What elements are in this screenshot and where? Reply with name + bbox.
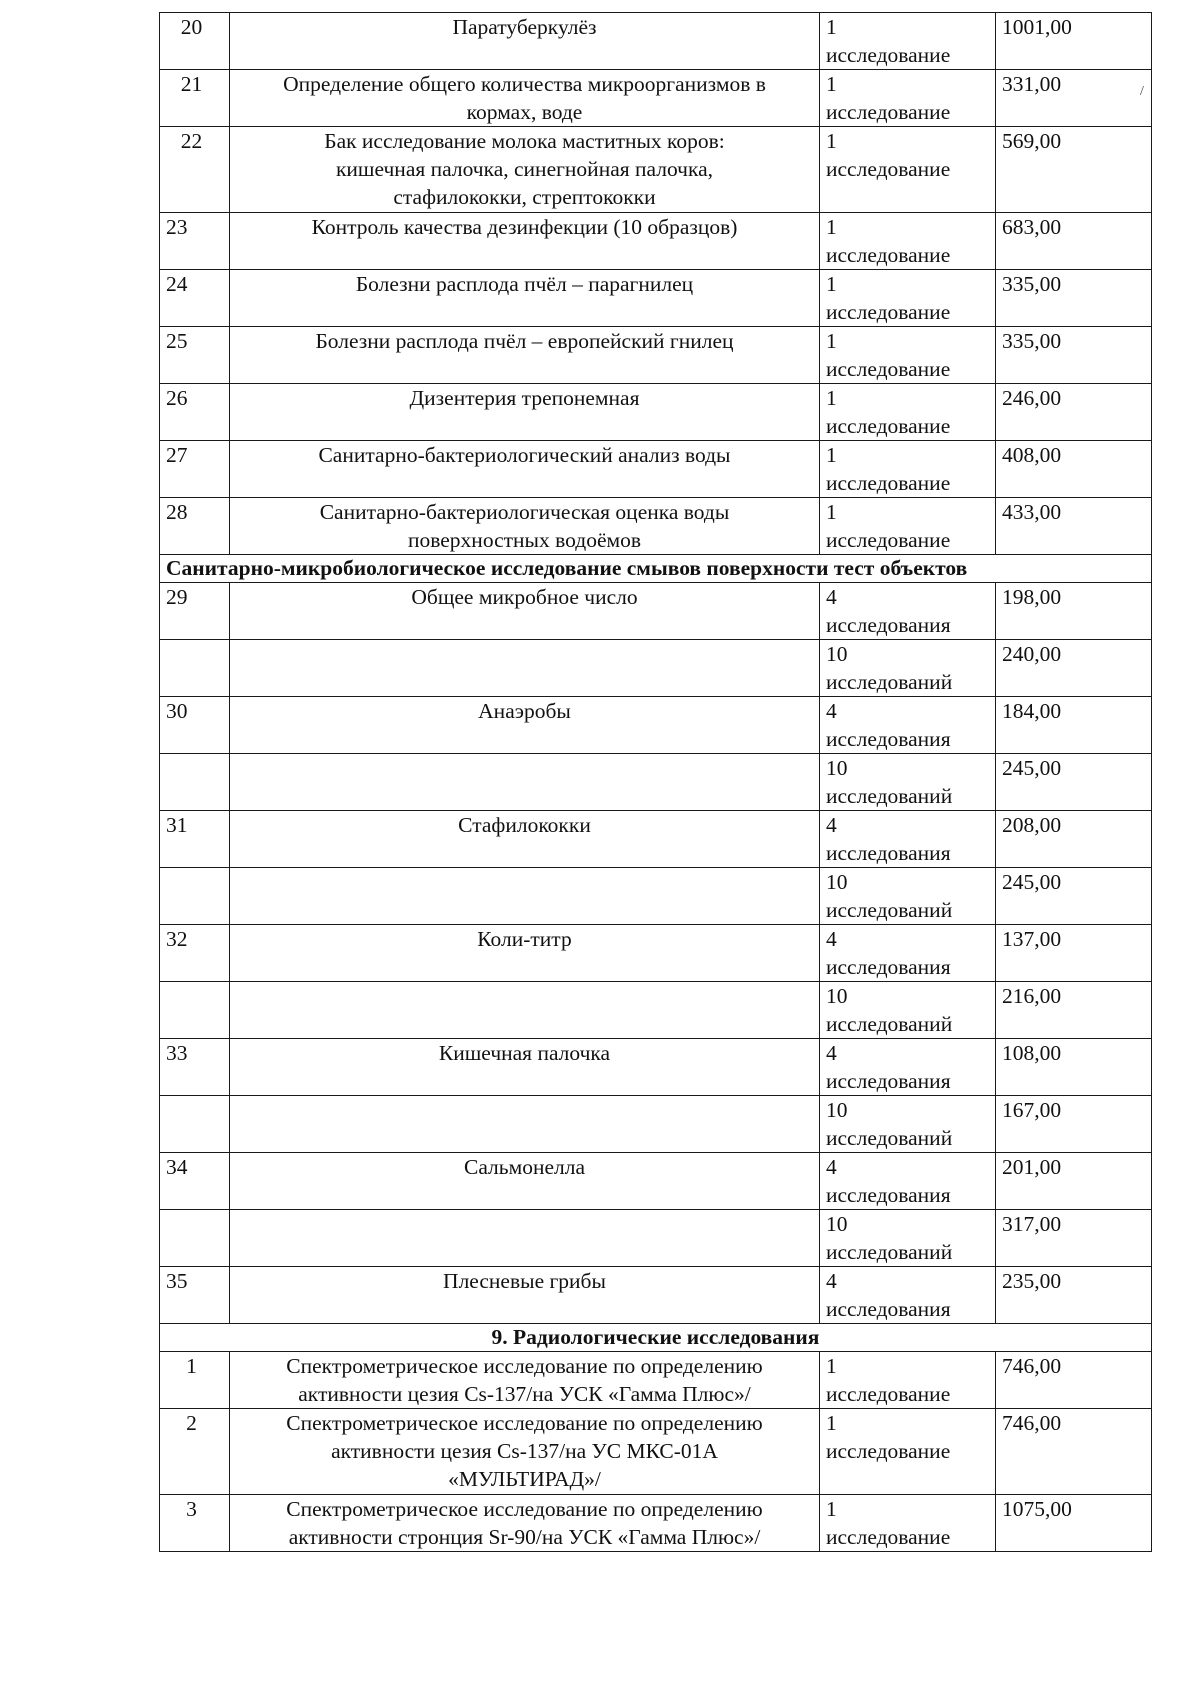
row-number: 20 [160,13,230,70]
table-row [160,13,1152,70]
unit-label: исследований [826,784,953,808]
unit-label: исследование [826,414,951,438]
unit-label: исследование [826,471,951,495]
unit-label: исследования [826,727,951,751]
quantity-unit [820,70,996,127]
price-table [159,12,1152,1552]
price-value: 246,00 [996,384,1152,441]
service-name [230,1096,820,1153]
service-name-line: Спектрометрическое исследование по определению [286,1411,763,1435]
quantity-value: 10 [826,756,848,780]
row-number: 27 [160,441,230,498]
service-name-line: Бак исследование молока маститных коров: [324,129,725,153]
service-name-line: Контроль качества дезинфекции (10 образцов) [311,215,738,239]
row-number [160,1210,230,1267]
table-row [160,213,1152,270]
row-number: 31 [160,811,230,868]
price-value: 317,00 [996,1210,1152,1267]
price-value: 201,00 [996,1153,1152,1210]
table-row [160,1039,1152,1096]
quantity-unit [820,982,996,1039]
quantity-unit [820,1096,996,1153]
price-value: 137,00 [996,925,1152,982]
table-row [160,583,1152,640]
service-name-line: кормах, воде [466,100,583,124]
price-value: 408,00 [996,441,1152,498]
price-value: 245,00 [996,868,1152,925]
row-number [160,754,230,811]
unit-label: исследование [826,43,951,67]
quantity-value: 4 [826,699,837,723]
service-name-line: поверхностных водоёмов [407,528,641,552]
table-row [160,811,1152,868]
row-number: 34 [160,1153,230,1210]
quantity-value: 4 [826,1155,837,1179]
service-name-line: стафилококки, стрептококки [393,185,656,209]
quantity-value: 1 [826,386,837,410]
unit-label: исследование [826,100,951,124]
table-row [160,1210,1152,1267]
unit-label: исследование [826,1439,951,1463]
quantity-unit [820,925,996,982]
quantity-value: 4 [826,1041,837,1065]
service-name-line: Определение общего количества микроорганизмов в [283,72,766,96]
service-name [230,1352,820,1409]
quantity-value: 1 [826,1411,837,1435]
quantity-unit [820,1495,996,1552]
service-name-line: Дизентерия трепонемная [409,386,640,410]
service-name-line: Коли-титр [477,927,572,951]
quantity-unit [820,1409,996,1495]
price-value: 245,00 [996,754,1152,811]
table-row [160,1267,1152,1324]
row-number: 28 [160,498,230,555]
service-name-line: Паратуберкулёз [452,15,597,39]
service-name-line: Анаэробы [478,699,571,723]
section-title: 9. Радиологические исследования [160,1324,1152,1352]
quantity-unit [820,811,996,868]
service-name-line: Сальмонелла [463,1155,585,1179]
unit-label: исследование [826,1382,951,1406]
table-row [160,1495,1152,1552]
unit-label: исследование [826,243,951,267]
quantity-unit [820,754,996,811]
quantity-unit [820,1210,996,1267]
quantity-value: 1 [826,215,837,239]
unit-label: исследование [826,1525,951,1549]
service-name [230,754,820,811]
quantity-value: 4 [826,585,837,609]
quantity-unit [820,13,996,70]
quantity-unit [820,1352,996,1409]
row-number: 30 [160,697,230,754]
service-name [230,498,820,555]
quantity-unit [820,498,996,555]
service-name-line: Плесневые грибы [443,1269,606,1293]
row-number: 21 [160,70,230,127]
service-name [230,441,820,498]
service-name-line: кишечная палочка, синегнойная палочка, [335,157,714,181]
service-name [230,811,820,868]
table-row [160,1153,1152,1210]
service-name [230,327,820,384]
service-name-line: Общее микробное число [411,585,638,609]
row-number: 25 [160,327,230,384]
unit-label: исследования [826,955,951,979]
table-row [160,127,1152,213]
service-name-line: активности стронция Sr-90/на УСК «Гамма Плюс»/ [288,1525,761,1549]
service-name-line: Спектрометрическое исследование по определению [286,1497,763,1521]
unit-label: исследование [826,528,951,552]
service-name [230,583,820,640]
price-value: 1001,00 [996,13,1152,70]
table-row [160,925,1152,982]
unit-label: исследования [826,613,951,637]
price-value: 335,00 [996,270,1152,327]
service-name [230,127,820,213]
price-value: 198,00 [996,583,1152,640]
table-row [160,1096,1152,1153]
quantity-unit [820,213,996,270]
row-number: 3 [160,1495,230,1552]
quantity-unit [820,1153,996,1210]
quantity-unit [820,1039,996,1096]
quantity-unit [820,384,996,441]
price-value: 331,00 [996,70,1152,127]
service-name [230,270,820,327]
unit-label: исследований [826,1126,953,1150]
quantity-unit [820,640,996,697]
service-name-line: Санитарно-бактериологический анализ воды [318,443,731,467]
price-value: 240,00 [996,640,1152,697]
service-name-line: Болезни расплода пчёл – европейский гнилец [315,329,734,353]
price-value: 216,00 [996,982,1152,1039]
service-name-line: Стафилококки [458,813,591,837]
quantity-value: 1 [826,1354,837,1378]
quantity-value: 1 [826,129,837,153]
quantity-unit [820,868,996,925]
unit-label: исследования [826,841,951,865]
service-name [230,13,820,70]
row-number: 1 [160,1352,230,1409]
row-number: 29 [160,583,230,640]
row-number [160,1096,230,1153]
margin-mark: / [1140,84,1144,99]
row-number: 23 [160,213,230,270]
price-value: 235,00 [996,1267,1152,1324]
service-name [230,1153,820,1210]
service-name [230,1495,820,1552]
service-name [230,213,820,270]
row-number: 26 [160,384,230,441]
quantity-value: 4 [826,1269,837,1293]
quantity-unit [820,127,996,213]
service-name [230,925,820,982]
unit-label: исследований [826,1240,953,1264]
quantity-value: 1 [826,272,837,296]
row-number: 22 [160,127,230,213]
service-name [230,1039,820,1096]
service-name-line: Спектрометрическое исследование по определению [286,1354,763,1378]
price-value: 746,00 [996,1409,1152,1495]
quantity-unit [820,327,996,384]
service-name [230,384,820,441]
quantity-value: 1 [826,443,837,467]
quantity-value: 1 [826,15,837,39]
service-name [230,868,820,925]
table-row [160,1409,1152,1495]
price-value: 746,00 [996,1352,1152,1409]
table-row [160,270,1152,327]
quantity-value: 10 [826,642,848,666]
quantity-unit [820,583,996,640]
price-table-body [160,13,1152,1552]
quantity-value: 1 [826,500,837,524]
table-row [160,697,1152,754]
service-name [230,70,820,127]
quantity-value: 10 [826,1098,848,1122]
table-row [160,327,1152,384]
price-value: 1075,00 [996,1495,1152,1552]
table-row [160,1352,1152,1409]
service-name [230,982,820,1039]
section-header-row [160,555,1152,583]
row-number [160,640,230,697]
table-row [160,384,1152,441]
table-row [160,498,1152,555]
service-name [230,697,820,754]
row-number: 32 [160,925,230,982]
table-row [160,754,1152,811]
price-value: 335,00 [996,327,1152,384]
price-value: 108,00 [996,1039,1152,1096]
service-name-line: Болезни расплода пчёл – парагнилец [355,272,694,296]
service-name-line: «МУЛЬТИРАД»/ [448,1467,601,1491]
table-row [160,441,1152,498]
quantity-unit [820,1267,996,1324]
row-number [160,868,230,925]
section-header-row [160,1324,1152,1352]
quantity-unit [820,441,996,498]
quantity-value: 1 [826,72,837,96]
row-number: 35 [160,1267,230,1324]
unit-label: исследований [826,1012,953,1036]
service-name-line: Санитарно-бактериологическая оценка воды [319,500,730,524]
price-value: 433,00 [996,498,1152,555]
price-value: 569,00 [996,127,1152,213]
service-name-line: активности цезия Cs-137/на УСК «Гамма Плюс»/ [298,1382,751,1406]
service-name [230,1409,820,1495]
quantity-value: 10 [826,870,848,894]
row-number [160,982,230,1039]
service-name-line: Кишечная палочка [438,1041,611,1065]
unit-label: исследования [826,1183,951,1207]
quantity-value: 1 [826,329,837,353]
service-name [230,1210,820,1267]
unit-label: исследований [826,898,953,922]
unit-label: исследование [826,157,951,181]
service-name-line: активности цезия Cs-137/на УС МКС-01А [331,1439,718,1463]
quantity-unit [820,697,996,754]
price-value: 208,00 [996,811,1152,868]
table-row [160,640,1152,697]
unit-label: исследования [826,1297,951,1321]
row-number: 2 [160,1409,230,1495]
section-title: Санитарно-микробиологическое исследование смывов поверхности тест объектов [160,555,1152,583]
price-value: 683,00 [996,213,1152,270]
table-row [160,70,1152,127]
quantity-value: 4 [826,927,837,951]
row-number: 33 [160,1039,230,1096]
table-row [160,868,1152,925]
quantity-value: 10 [826,984,848,1008]
quantity-value: 4 [826,813,837,837]
service-name [230,640,820,697]
table-row [160,982,1152,1039]
price-value: 167,00 [996,1096,1152,1153]
quantity-value: 1 [826,1497,837,1521]
price-list-document [159,12,1151,1552]
unit-label: исследование [826,357,951,381]
unit-label: исследований [826,670,953,694]
price-value: 184,00 [996,697,1152,754]
quantity-unit [820,270,996,327]
unit-label: исследования [826,1069,951,1093]
service-name [230,1267,820,1324]
quantity-value: 10 [826,1212,848,1236]
row-number: 24 [160,270,230,327]
unit-label: исследование [826,300,951,324]
